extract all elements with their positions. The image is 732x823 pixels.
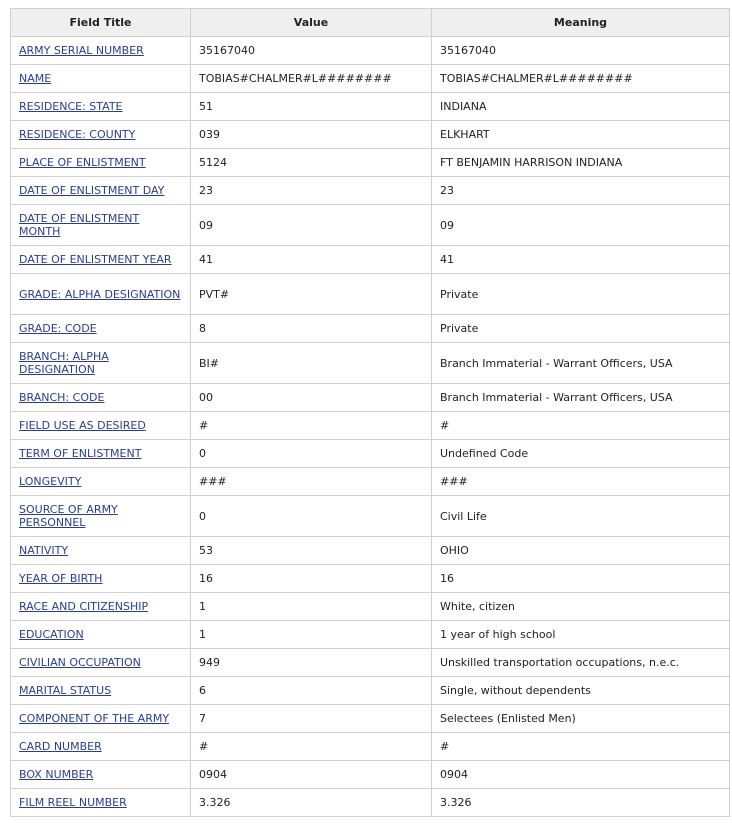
value-cell: 23 bbox=[191, 177, 432, 205]
field-title-link[interactable]: COMPONENT OF THE ARMY bbox=[19, 712, 170, 725]
value-cell: 039 bbox=[191, 121, 432, 149]
value-cell: 53 bbox=[191, 537, 432, 565]
value-cell: PVT# bbox=[191, 274, 432, 315]
meaning-cell: 1 year of high school bbox=[432, 621, 730, 649]
table-row bbox=[11, 496, 730, 537]
value-cell: TOBIAS#CHALMER#L######## bbox=[191, 65, 432, 93]
field-title-link[interactable]: TERM OF ENLISTMENT bbox=[19, 447, 142, 460]
field-title-link[interactable]: ARMY SERIAL NUMBER bbox=[19, 44, 144, 57]
table-row bbox=[11, 343, 730, 384]
meaning-cell: Private bbox=[432, 274, 730, 315]
field-title-cell bbox=[11, 677, 191, 705]
field-title-link[interactable]: GRADE: CODE bbox=[19, 322, 97, 335]
field-title-cell bbox=[11, 343, 191, 384]
meaning-cell: Single, without dependents bbox=[432, 677, 730, 705]
meaning-cell: 41 bbox=[432, 246, 730, 274]
field-title-link[interactable]: FILM REEL NUMBER bbox=[19, 796, 127, 809]
table-header-row bbox=[11, 9, 730, 37]
field-title-link[interactable]: RESIDENCE: STATE bbox=[19, 100, 123, 113]
table-row bbox=[11, 761, 730, 789]
meaning-cell: Civil Life bbox=[432, 496, 730, 537]
field-title-cell bbox=[11, 246, 191, 274]
header-meaning: Meaning bbox=[432, 9, 730, 37]
record-table bbox=[10, 8, 730, 817]
value-cell: # bbox=[191, 733, 432, 761]
field-title-cell bbox=[11, 733, 191, 761]
table-row bbox=[11, 121, 730, 149]
field-title-cell bbox=[11, 649, 191, 677]
table-row bbox=[11, 37, 730, 65]
value-cell: 0 bbox=[191, 496, 432, 537]
field-title-cell bbox=[11, 621, 191, 649]
field-title-link[interactable]: GRADE: ALPHA DESIGNATION bbox=[19, 287, 181, 301]
value-cell: 6 bbox=[191, 677, 432, 705]
meaning-cell: # bbox=[432, 733, 730, 761]
value-cell: BI# bbox=[191, 343, 432, 384]
table-row bbox=[11, 733, 730, 761]
field-title-cell bbox=[11, 149, 191, 177]
table-row bbox=[11, 468, 730, 496]
field-title-link[interactable]: DATE OF ENLISTMENT YEAR bbox=[19, 253, 172, 266]
field-title-cell bbox=[11, 205, 191, 246]
meaning-cell: Branch Immaterial - Warrant Officers, USA bbox=[432, 343, 730, 384]
field-title-cell bbox=[11, 412, 191, 440]
field-title-link[interactable]: SOURCE OF ARMY PERSONNEL bbox=[19, 503, 118, 529]
field-title-link[interactable]: BOX NUMBER bbox=[19, 768, 94, 781]
header-value: Value bbox=[191, 9, 432, 37]
value-cell: 3.326 bbox=[191, 789, 432, 817]
table-row bbox=[11, 149, 730, 177]
value-cell: # bbox=[191, 412, 432, 440]
field-title-cell bbox=[11, 468, 191, 496]
field-title-cell bbox=[11, 384, 191, 412]
table-row bbox=[11, 93, 730, 121]
field-title-link[interactable]: MARITAL STATUS bbox=[19, 684, 112, 697]
field-title-cell bbox=[11, 315, 191, 343]
field-title-cell bbox=[11, 593, 191, 621]
meaning-cell: Branch Immaterial - Warrant Officers, USA bbox=[432, 384, 730, 412]
field-title-cell bbox=[11, 274, 191, 315]
table-row bbox=[11, 412, 730, 440]
meaning-cell: ### bbox=[432, 468, 730, 496]
field-title-cell bbox=[11, 37, 191, 65]
value-cell: 41 bbox=[191, 246, 432, 274]
table-row bbox=[11, 621, 730, 649]
field-title-link[interactable]: BRANCH: CODE bbox=[19, 391, 105, 404]
table-row bbox=[11, 649, 730, 677]
table-row bbox=[11, 440, 730, 468]
field-title-link[interactable]: RACE AND CITIZENSHIP bbox=[19, 600, 149, 613]
table-row bbox=[11, 315, 730, 343]
meaning-cell: FT BENJAMIN HARRISON INDIANA bbox=[432, 149, 730, 177]
meaning-cell: 35167040 bbox=[432, 37, 730, 65]
value-cell: 0904 bbox=[191, 761, 432, 789]
table-row bbox=[11, 677, 730, 705]
field-title-cell bbox=[11, 761, 191, 789]
meaning-cell: White, citizen bbox=[432, 593, 730, 621]
field-title-link[interactable]: DATE OF ENLISTMENT MONTH bbox=[19, 212, 140, 238]
field-title-link[interactable]: RESIDENCE: COUNTY bbox=[19, 128, 136, 141]
field-title-cell bbox=[11, 565, 191, 593]
field-title-cell bbox=[11, 496, 191, 537]
field-title-link[interactable]: YEAR OF BIRTH bbox=[19, 572, 103, 585]
value-cell: 1 bbox=[191, 621, 432, 649]
field-title-link[interactable]: DATE OF ENLISTMENT DAY bbox=[19, 184, 165, 197]
field-title-cell bbox=[11, 177, 191, 205]
field-title-cell bbox=[11, 121, 191, 149]
field-title-link[interactable]: BRANCH: ALPHA DESIGNATION bbox=[19, 350, 109, 376]
value-cell: 949 bbox=[191, 649, 432, 677]
meaning-cell: Unskilled transportation occupations, n.e.c. bbox=[432, 649, 730, 677]
field-title-cell bbox=[11, 537, 191, 565]
field-title-cell bbox=[11, 93, 191, 121]
value-cell: 00 bbox=[191, 384, 432, 412]
table-row bbox=[11, 384, 730, 412]
field-title-link[interactable]: EDUCATION bbox=[19, 628, 84, 641]
field-title-link[interactable]: PLACE OF ENLISTMENT bbox=[19, 156, 146, 169]
table-row bbox=[11, 593, 730, 621]
meaning-cell: ELKHART bbox=[432, 121, 730, 149]
meaning-cell: Selectees (Enlisted Men) bbox=[432, 705, 730, 733]
meaning-cell: INDIANA bbox=[432, 93, 730, 121]
value-cell: 0 bbox=[191, 440, 432, 468]
field-title-link[interactable]: NATIVITY bbox=[19, 544, 69, 557]
value-cell: ### bbox=[191, 468, 432, 496]
field-title-link[interactable]: NAME bbox=[19, 72, 52, 85]
table-row bbox=[11, 177, 730, 205]
table-row bbox=[11, 246, 730, 274]
meaning-cell: 0904 bbox=[432, 761, 730, 789]
field-title-link[interactable]: CIVILIAN OCCUPATION bbox=[19, 656, 141, 669]
value-cell: 51 bbox=[191, 93, 432, 121]
field-title-cell bbox=[11, 65, 191, 93]
meaning-cell: 16 bbox=[432, 565, 730, 593]
value-cell: 09 bbox=[191, 205, 432, 246]
value-cell: 35167040 bbox=[191, 37, 432, 65]
field-title-link[interactable]: FIELD USE AS DESIRED bbox=[19, 419, 146, 432]
meaning-cell: # bbox=[432, 412, 730, 440]
value-cell: 1 bbox=[191, 593, 432, 621]
meaning-cell: Private bbox=[432, 315, 730, 343]
value-cell: 8 bbox=[191, 315, 432, 343]
table-row bbox=[11, 705, 730, 733]
field-title-cell bbox=[11, 440, 191, 468]
header-field-title: Field Title bbox=[11, 9, 191, 37]
meaning-cell: Undefined Code bbox=[432, 440, 730, 468]
meaning-cell: TOBIAS#CHALMER#L######## bbox=[432, 65, 730, 93]
value-cell: 7 bbox=[191, 705, 432, 733]
meaning-cell: OHIO bbox=[432, 537, 730, 565]
meaning-cell: 09 bbox=[432, 205, 730, 246]
table-row bbox=[11, 537, 730, 565]
table-row bbox=[11, 274, 730, 315]
value-cell: 5124 bbox=[191, 149, 432, 177]
meaning-cell: 23 bbox=[432, 177, 730, 205]
table-row bbox=[11, 565, 730, 593]
table-row bbox=[11, 789, 730, 817]
field-title-link[interactable]: LONGEVITY bbox=[19, 475, 82, 488]
value-cell: 16 bbox=[191, 565, 432, 593]
field-title-cell bbox=[11, 705, 191, 733]
table-row bbox=[11, 205, 730, 246]
field-title-cell bbox=[11, 789, 191, 817]
table-row bbox=[11, 65, 730, 93]
field-title-link[interactable]: CARD NUMBER bbox=[19, 740, 102, 753]
meaning-cell: 3.326 bbox=[432, 789, 730, 817]
